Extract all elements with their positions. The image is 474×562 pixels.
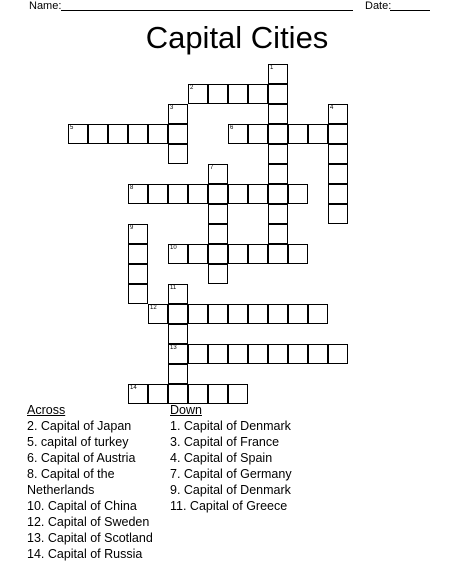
- down-clue: 1. Capital of Denmark: [170, 419, 291, 433]
- grid-cell[interactable]: [128, 184, 148, 204]
- clue-number: 9: [130, 225, 134, 231]
- across-clue: 2. Capital of Japan: [27, 419, 132, 433]
- grid-cell[interactable]: [268, 184, 288, 204]
- grid-cell[interactable]: [148, 384, 168, 404]
- grid-cell[interactable]: [268, 344, 288, 364]
- grid-cell[interactable]: [288, 124, 308, 144]
- grid-cell[interactable]: [268, 144, 288, 164]
- clue-number: 7: [210, 165, 214, 171]
- grid-cell[interactable]: [168, 364, 188, 384]
- name-label: Name:: [29, 0, 62, 12]
- grid-cell[interactable]: [248, 84, 268, 104]
- across-clue: 5. capital of turkey: [27, 435, 129, 449]
- clue-number: 14: [130, 385, 137, 391]
- grid-cell[interactable]: [228, 344, 248, 364]
- grid-cell[interactable]: [268, 84, 288, 104]
- clue-number: 2: [190, 85, 194, 91]
- across-clue: 10. Capital of China: [27, 499, 137, 513]
- grid-cell[interactable]: [248, 304, 268, 324]
- clue-number: 4: [330, 105, 334, 111]
- grid-cell[interactable]: [248, 184, 268, 204]
- grid-cell[interactable]: [168, 324, 188, 344]
- grid-cell[interactable]: [328, 144, 348, 164]
- grid-cell[interactable]: [328, 204, 348, 224]
- grid-cell[interactable]: [128, 284, 148, 304]
- grid-cell[interactable]: [128, 264, 148, 284]
- grid-cell[interactable]: [248, 244, 268, 264]
- grid-cell[interactable]: [268, 204, 288, 224]
- grid-cell[interactable]: [268, 64, 288, 84]
- grid-cell[interactable]: [208, 344, 228, 364]
- grid-cell[interactable]: [328, 344, 348, 364]
- grid-cell[interactable]: [328, 104, 348, 124]
- clue-number: 13: [170, 345, 177, 351]
- grid-cell[interactable]: [228, 124, 248, 144]
- grid-cell[interactable]: [228, 304, 248, 324]
- grid-cell[interactable]: [228, 184, 248, 204]
- down-clues: [170, 402, 330, 514]
- grid-cell[interactable]: [188, 184, 208, 204]
- grid-cell[interactable]: [268, 224, 288, 244]
- grid-cell[interactable]: [228, 244, 248, 264]
- across-clue: 13. Capital of Scotland: [27, 531, 153, 545]
- grid-cell[interactable]: [168, 124, 188, 144]
- down-clue: 11. Capital of Greece: [170, 499, 288, 513]
- grid-cell[interactable]: [168, 344, 188, 364]
- grid-cell[interactable]: [308, 344, 328, 364]
- grid-cell[interactable]: [248, 124, 268, 144]
- grid-cell[interactable]: [208, 244, 228, 264]
- across-clue: 12. Capital of Sweden: [27, 515, 150, 529]
- down-clue: 3. Capital of France: [170, 435, 280, 449]
- down-clue: 7. Capital of Germany: [170, 467, 292, 481]
- grid-cell[interactable]: [268, 164, 288, 184]
- grid-cell[interactable]: [188, 244, 208, 264]
- grid-cell[interactable]: [168, 104, 188, 124]
- clue-number: 10: [170, 245, 177, 251]
- grid-cell[interactable]: [128, 124, 148, 144]
- clue-number: 1: [270, 65, 274, 71]
- down-heading: Down: [170, 403, 202, 417]
- clue-number: 6: [230, 125, 234, 131]
- across-clue: 8. Capital of the Netherlands: [27, 467, 115, 497]
- clue-number: 3: [170, 105, 174, 111]
- across-heading: Across: [27, 403, 66, 417]
- grid-cell[interactable]: [208, 184, 228, 204]
- grid-cell[interactable]: [188, 344, 208, 364]
- across-clues: [27, 402, 167, 562]
- grid-cell[interactable]: [208, 204, 228, 224]
- grid-cell[interactable]: [328, 124, 348, 144]
- grid-cell[interactable]: [208, 304, 228, 324]
- grid-cell[interactable]: [208, 84, 228, 104]
- grid-cell[interactable]: [188, 84, 208, 104]
- down-clue: 9. Capital of Denmark: [170, 483, 291, 497]
- grid-cell[interactable]: [128, 224, 148, 244]
- grid-cell[interactable]: [68, 124, 88, 144]
- grid-cell[interactable]: [248, 344, 268, 364]
- grid-cell[interactable]: [188, 384, 208, 404]
- grid-cell[interactable]: [188, 304, 208, 324]
- grid-cell[interactable]: [148, 184, 168, 204]
- grid-cell[interactable]: [88, 124, 108, 144]
- grid-cell[interactable]: [148, 124, 168, 144]
- clue-number: 12: [150, 305, 157, 311]
- grid-cell[interactable]: [228, 84, 248, 104]
- grid-cell[interactable]: [208, 264, 228, 284]
- clue-number: 11: [170, 285, 177, 291]
- grid-cell[interactable]: [328, 184, 348, 204]
- grid-cell[interactable]: [168, 304, 188, 324]
- grid-cell[interactable]: [208, 384, 228, 404]
- across-clue: 14. Capital of Russia: [27, 547, 143, 561]
- grid-cell[interactable]: [148, 304, 168, 324]
- grid-cell[interactable]: [288, 184, 308, 204]
- date-label: Date:: [365, 0, 392, 12]
- grid-cell[interactable]: [168, 244, 188, 264]
- grid-cell[interactable]: [128, 384, 148, 404]
- grid-cell[interactable]: [328, 164, 348, 184]
- grid-cell[interactable]: [208, 164, 228, 184]
- grid-cell[interactable]: [128, 244, 148, 264]
- grid-cell[interactable]: [308, 124, 328, 144]
- grid-cell[interactable]: [168, 184, 188, 204]
- grid-cell[interactable]: [288, 244, 308, 264]
- grid-cell[interactable]: [268, 304, 288, 324]
- clue-number: 5: [70, 125, 74, 131]
- grid-cell[interactable]: [268, 104, 288, 124]
- grid-cell[interactable]: [288, 344, 308, 364]
- down-clue: 4. Capital of Spain: [170, 451, 273, 465]
- grid-cell[interactable]: [168, 384, 188, 404]
- grid-cell[interactable]: [228, 384, 248, 404]
- grid-cell[interactable]: [288, 304, 308, 324]
- grid-cell[interactable]: [268, 244, 288, 264]
- grid-cell[interactable]: [308, 304, 328, 324]
- grid-cell[interactable]: [108, 124, 128, 144]
- across-clue: 6. Capital of Austria: [27, 451, 136, 465]
- clue-number: 8: [130, 185, 134, 191]
- grid-cell[interactable]: [208, 224, 228, 244]
- grid-cell[interactable]: [268, 124, 288, 144]
- grid-cell[interactable]: [168, 284, 188, 304]
- puzzle-title: Capital Cities: [145, 20, 329, 55]
- grid-cell[interactable]: [168, 144, 188, 164]
